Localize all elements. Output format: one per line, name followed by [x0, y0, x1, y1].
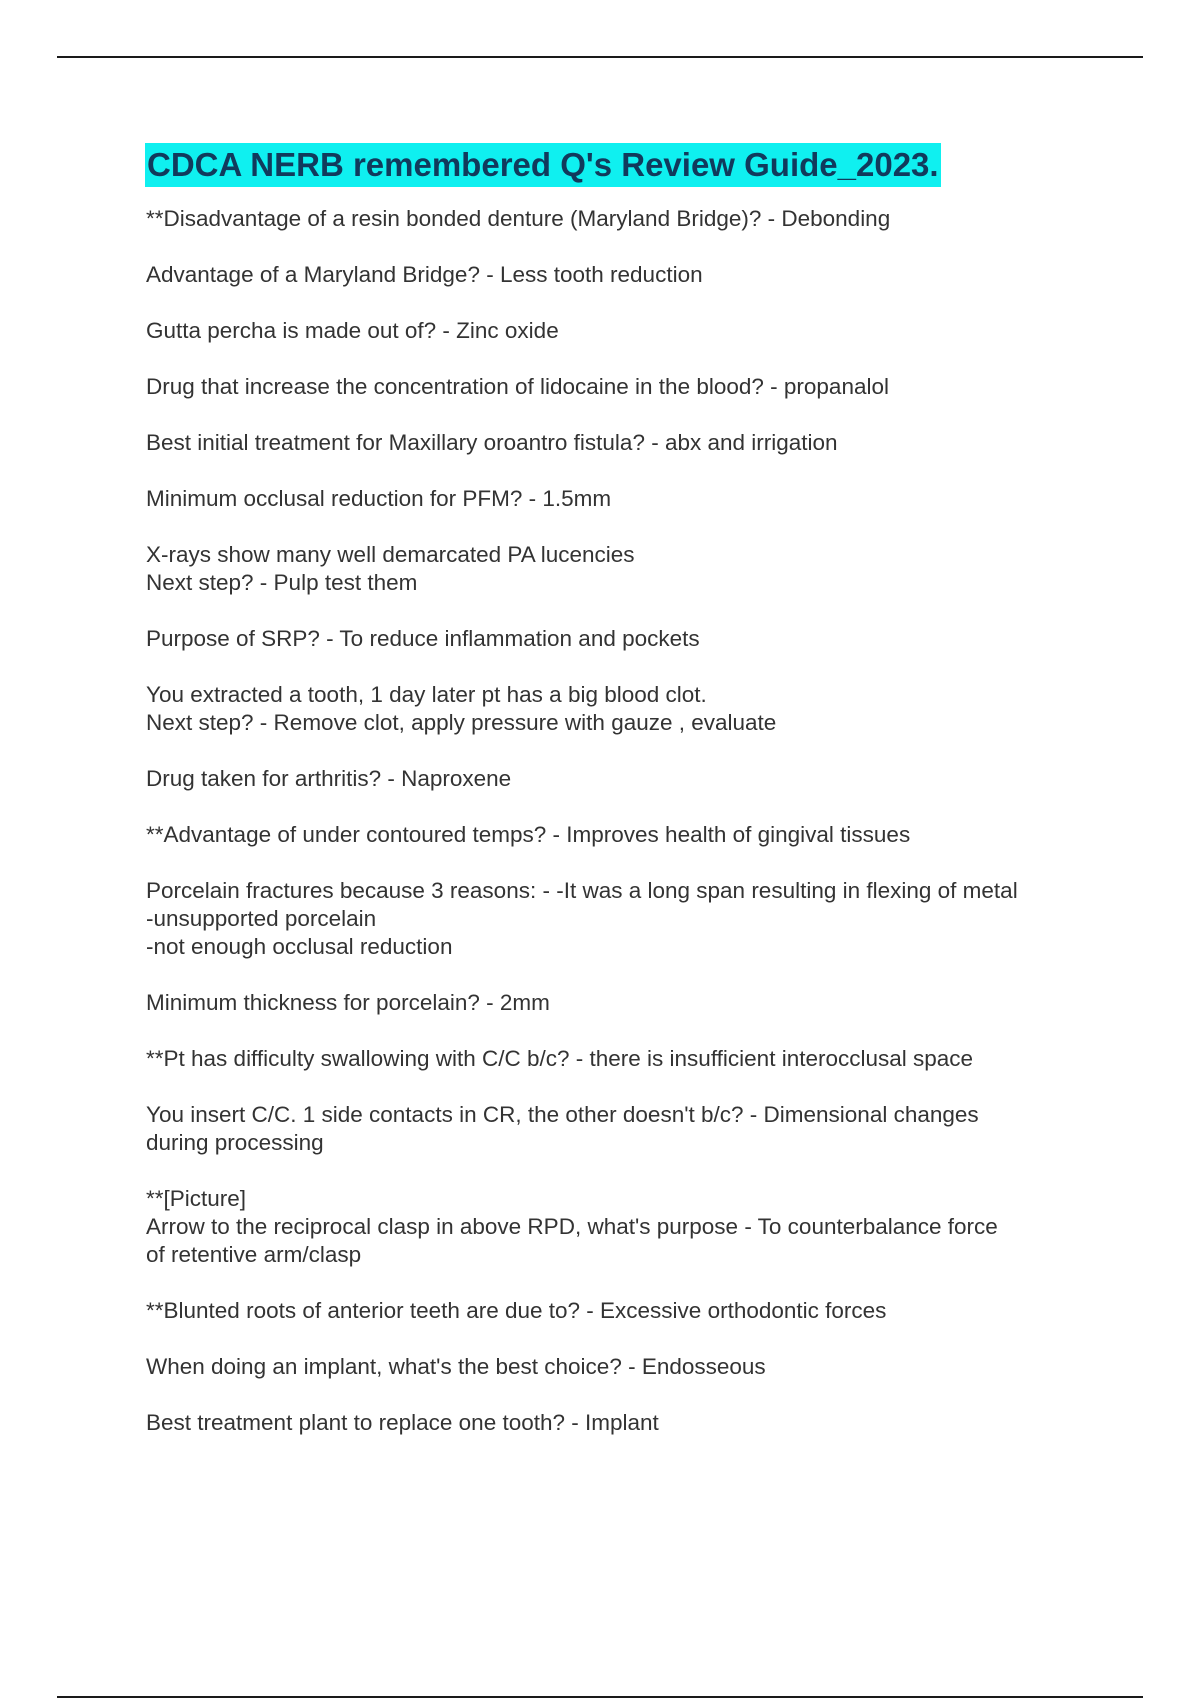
qa-item: Advantage of a Maryland Bridge? - Less tooth reduction — [146, 262, 703, 287]
qa-item: Best initial treatment for Maxillary oroantro fistula? - abx and irrigation — [146, 430, 838, 455]
qa-item: X-rays show many well demarcated PA lucencies Next step? - Pulp test them — [146, 542, 635, 595]
qa-item: Drug taken for arthritis? - Naproxene — [146, 766, 512, 791]
qa-item: Minimum thickness for porcelain? - 2mm — [146, 990, 550, 1015]
qa-item: **Blunted roots of anterior teeth are due to? - Excessive orthodontic forces — [146, 1298, 887, 1323]
qa-item: You insert C/C. 1 side contacts in CR, the other doesn't b/c? - Dimensional changes during processing — [146, 1102, 979, 1155]
qa-item: Minimum occlusal reduction for PFM? - 1.5mm — [146, 486, 612, 511]
qa-item: **Advantage of under contoured temps? - Improves health of gingival tissues — [146, 822, 911, 847]
qa-item: You extracted a tooth, 1 day later pt has a big blood clot. Next step? - Remove clot, apply pressure with gauze , evaluate — [146, 682, 777, 735]
qa-item: **Pt has difficulty swallowing with C/C b/c? - there is insufficient interocclusal space — [146, 1046, 974, 1071]
qa-item: Gutta percha is made out of? - Zinc oxide — [146, 318, 559, 343]
qa-item: **Disadvantage of a resin bonded denture (Maryland Bridge)? - Debonding — [146, 206, 891, 231]
qa-item: Porcelain fractures because 3 reasons: - -It was a long span resulting in flexing of metal -unsupported porcelain -not enough occlusal reduction — [146, 878, 1018, 959]
qa-item: Best treatment plant to replace one tooth? - Implant — [146, 1410, 659, 1435]
document-title: CDCA NERB remembered Q's Review Guide_2023. — [145, 143, 941, 187]
qa-item: Purpose of SRP? - To reduce inflammation and pockets — [146, 626, 700, 651]
qa-list — [146, 205, 1146, 1437]
document-body — [146, 143, 1146, 1465]
footer-rule — [57, 1696, 1143, 1698]
qa-item: Drug that increase the concentration of lidocaine in the blood? - propanalol — [146, 374, 889, 399]
header-rule — [57, 56, 1143, 58]
qa-item: **[Picture] Arrow to the reciprocal clasp in above RPD, what's purpose - To counterbalance force of retentive arm/clasp — [146, 1186, 998, 1267]
qa-item: When doing an implant, what's the best choice? - Endosseous — [146, 1354, 766, 1379]
